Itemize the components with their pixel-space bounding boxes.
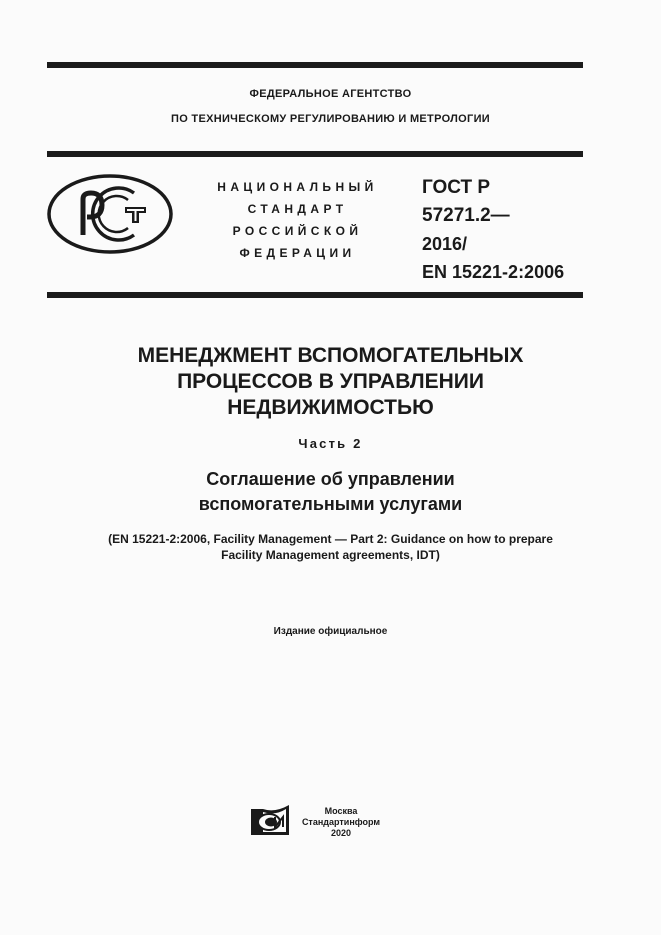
header-rule bbox=[47, 151, 583, 157]
natstd-line-2: СТАНДАРТ bbox=[247, 202, 348, 216]
agency-line-2: ПО ТЕХНИЧЕСКОМУ РЕГУЛИРОВАНИЮ И МЕТРОЛОГИИ bbox=[171, 113, 490, 125]
designation-line-3: 2016/ bbox=[422, 234, 468, 254]
top-rule bbox=[47, 62, 583, 68]
designation-line-1: ГОСТ Р bbox=[422, 177, 491, 198]
edition-label: Издание официальное bbox=[273, 626, 388, 637]
national-standard-label bbox=[205, 176, 390, 264]
en-reference-line-1: (EN 15221-2:2006, Facility Management — Part 2: Guidance on how to prepare bbox=[108, 532, 553, 546]
designation-line-4: EN 15221-2:2006 bbox=[422, 262, 565, 282]
designation-line-2: 57271.2— bbox=[422, 205, 510, 226]
publisher-name: Стандартинформ bbox=[301, 817, 381, 827]
standard-designation bbox=[422, 174, 564, 286]
en-reference bbox=[0, 531, 661, 563]
title-line-1: МЕНЕДЖМЕНТ ВСПОМОГАТЕЛЬНЫХ bbox=[137, 344, 524, 367]
document-title bbox=[0, 343, 661, 421]
part-label: Часть 2 bbox=[298, 436, 363, 451]
publisher-info bbox=[296, 806, 386, 839]
natstd-line-3: РОССИЙСКОЙ bbox=[232, 224, 363, 238]
title-line-2: ПРОЦЕССОВ В УПРАВЛЕНИИ bbox=[177, 370, 484, 393]
natstd-line-1: НАЦИОНАЛЬНЫЙ bbox=[217, 180, 378, 194]
gost-r-logo-icon bbox=[46, 173, 174, 255]
block-bottom-rule bbox=[47, 292, 583, 298]
title-line-3: НЕДВИЖИМОСТЬЮ bbox=[227, 396, 434, 419]
agency-line-1: ФЕДЕРАЛЬНОЕ АГЕНТСТВО bbox=[249, 88, 412, 100]
subtitle-line-1: Соглашение об управлении bbox=[206, 469, 455, 489]
document-subtitle bbox=[0, 467, 661, 517]
standartinform-logo-icon bbox=[249, 803, 293, 837]
en-reference-line-2: Facility Management agreements, IDT) bbox=[221, 548, 440, 562]
subtitle-line-2: вспомогательными услугами bbox=[198, 494, 463, 514]
publication-year: 2020 bbox=[330, 828, 352, 838]
natstd-line-4: ФЕДЕРАЦИИ bbox=[239, 246, 356, 260]
publisher-city: Москва bbox=[324, 806, 358, 816]
